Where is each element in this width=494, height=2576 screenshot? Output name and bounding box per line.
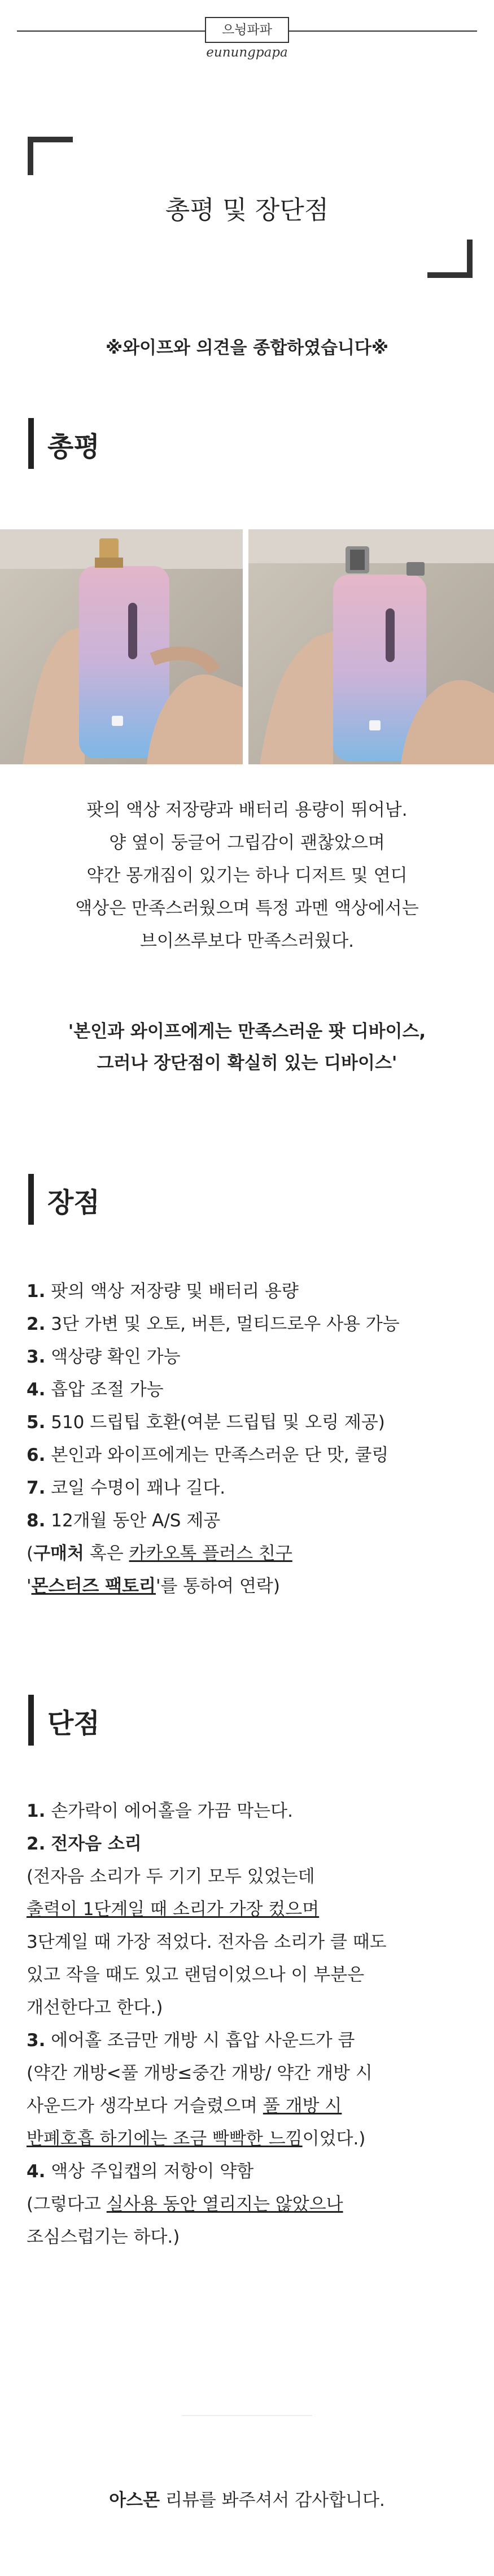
purchase-mid: 혹은	[84, 1543, 129, 1564]
section-bar-pros	[28, 1174, 34, 1225]
section-bar-overall	[28, 418, 34, 469]
notice-text: ※와이프와 의견을 종합하였습니다※	[105, 338, 389, 358]
pros-item-num: 7.	[27, 1478, 46, 1498]
overall-line-1: 팟의 액상 저장량과 배터리 용량이 뛰어남.	[86, 800, 408, 820]
cons-num: 4.	[27, 2161, 46, 2182]
pros-item-8	[27, 1506, 220, 1531]
cons-text-underlined: 반폐호흡 하기에는 조금 빡빡한 느낌	[27, 2129, 303, 2149]
cons-line-9: (약간 개방<풀 개방≤중간 개방/ 약간 개방 시	[27, 2063, 373, 2083]
cons-line-10	[27, 2091, 342, 2117]
pros-item-text: 흡압 조절 가능	[51, 1380, 164, 1400]
pros-item-text: 12개월 동안 A/S 제공	[51, 1511, 221, 1531]
quote-open: '	[27, 1576, 32, 1596]
pros-item-3	[27, 1342, 181, 1368]
kakao-plus-friend-link[interactable]: 카카오톡 플러스 친구	[129, 1543, 292, 1564]
cons-text: 사운드가 생각보다 거슬렸으며	[27, 2096, 263, 2116]
pros-purchase-line-1	[27, 1539, 292, 1564]
cons-line-12	[27, 2157, 253, 2182]
paren: (	[27, 1543, 34, 1564]
pros-item-text: 본인과 와이프에게는 만족스러운 단 맛, 쿨링	[51, 1445, 389, 1465]
section-bar-cons	[28, 1695, 34, 1746]
section-title-cons: 단점	[47, 1708, 100, 1739]
pros-item-text: 액상량 확인 가능	[51, 1347, 181, 1367]
cons-line-7: 개선한다고 한다.)	[27, 1998, 163, 2018]
pros-item-num: 8.	[27, 1511, 46, 1531]
page-title: 총평 및 장단점	[165, 195, 329, 225]
reviewer-name: 아스몬	[109, 2490, 160, 2510]
logo-latin: eunungpapa	[206, 45, 288, 60]
overall-line-3: 약간 몽개짐이 있기는 하나 디저트 및 연디	[86, 865, 408, 886]
pros-item-text: 3단 가변 및 오토, 버튼, 멀티드로우 사용 가능	[51, 1314, 400, 1334]
cons-line-4: 출력이 1단계일 때 소리가 가장 컸으며	[27, 1899, 320, 1920]
pros-item-text: 코일 수명이 꽤나 길다.	[51, 1478, 226, 1498]
pros-item-num: 2.	[27, 1314, 46, 1334]
device-photo-right	[248, 529, 494, 764]
purchase-where: 구매처	[33, 1543, 84, 1564]
overall-line-4: 액상은 만족스러웠으며 특정 과멘 액상에서는	[75, 898, 419, 919]
overall-quote-2: 그러나 장단점이 확실히 있는 디바이스'	[97, 1053, 397, 1073]
overall-line-2: 양 옆이 둥글어 그립감이 괜찮았으며	[109, 833, 385, 853]
cons-text: 이었다.)	[302, 2129, 366, 2149]
cons-line-2	[27, 1829, 142, 1855]
cons-line-3: (전자음 소리가 두 기기 모두 있었는데	[27, 1866, 315, 1887]
section-title-overall: 총평	[47, 431, 100, 463]
pros-item-1	[27, 1277, 299, 1302]
pros-item-num: 4.	[27, 1380, 46, 1400]
cons-line-1	[27, 1796, 293, 1822]
pros-item-num: 6.	[27, 1445, 46, 1465]
logo-korean: 으뉭파파	[205, 17, 289, 43]
pros-item-5	[27, 1408, 385, 1433]
divider	[182, 2415, 312, 2416]
closing-text	[0, 2486, 494, 2511]
cons-text: 손가락이 에어홀을 가끔 막는다.	[51, 1801, 293, 1821]
title-bracket-bottom-right	[427, 240, 473, 278]
device-photo-left	[0, 529, 243, 764]
pros-item-7	[27, 1473, 225, 1499]
pros-item-2	[27, 1309, 400, 1335]
cons-text-underlined: 풀 개방 시	[263, 2096, 342, 2116]
pros-item-num: 3.	[27, 1347, 46, 1367]
cons-num: 1.	[27, 1801, 46, 1821]
shop-name-link[interactable]: 몬스터즈 팩토리	[31, 1576, 156, 1596]
logo-line-right	[289, 31, 477, 32]
closing-message: 리뷰를 봐주셔서 감사합니다.	[160, 2490, 385, 2510]
cons-text: 에어홀 조금만 개방 시 흡압 사운드가 큼	[51, 2030, 355, 2051]
overall-line-5: 브이쓰루보다 만족스러웠다.	[139, 931, 355, 951]
cons-line-11	[27, 2124, 365, 2149]
pros-item-text: 510 드립팁 호환(여분 드립팁 및 오링 제공)	[51, 1412, 385, 1433]
cons-text: (그렇다고	[27, 2194, 107, 2214]
pros-purchase-line-2	[27, 1572, 280, 1597]
pros-item-text: 팟의 액상 저장량 및 배터리 용량	[51, 1281, 299, 1302]
cons-text: 전자음 소리	[51, 1834, 142, 1854]
pros-item-4	[27, 1375, 164, 1400]
cons-num: 3.	[27, 2030, 46, 2051]
cons-line-5: 3단계일 때 가장 적었다. 전자음 소리가 클 때도	[27, 1932, 387, 1952]
pros-item-6	[27, 1441, 388, 1466]
cons-text-underlined: 실사용 동안 열리지는 않았으나	[106, 2194, 343, 2214]
purchase-tail: '를 통하여 연락)	[155, 1576, 280, 1596]
section-title-pros: 장점	[47, 1187, 100, 1219]
pros-item-num: 5.	[27, 1412, 46, 1433]
cons-line-6: 있고 작을 때도 있고 랜덤이었으나 이 부분은	[27, 1965, 365, 1985]
cons-line-14: 조심스럽기는 하다.)	[27, 2227, 180, 2247]
overall-quote-1: '본인과 와이프에게는 만족스러운 팟 디바이스,	[68, 1021, 426, 1042]
logo-line-left	[17, 31, 205, 32]
cons-num: 2.	[27, 1834, 46, 1854]
title-bracket-top-left	[28, 137, 73, 175]
cons-line-8	[27, 2026, 355, 2051]
cons-line-13	[27, 2190, 343, 2215]
cons-text: 액상 주입캡의 저항이 약함	[51, 2161, 254, 2182]
pros-item-num: 1.	[27, 1281, 46, 1302]
